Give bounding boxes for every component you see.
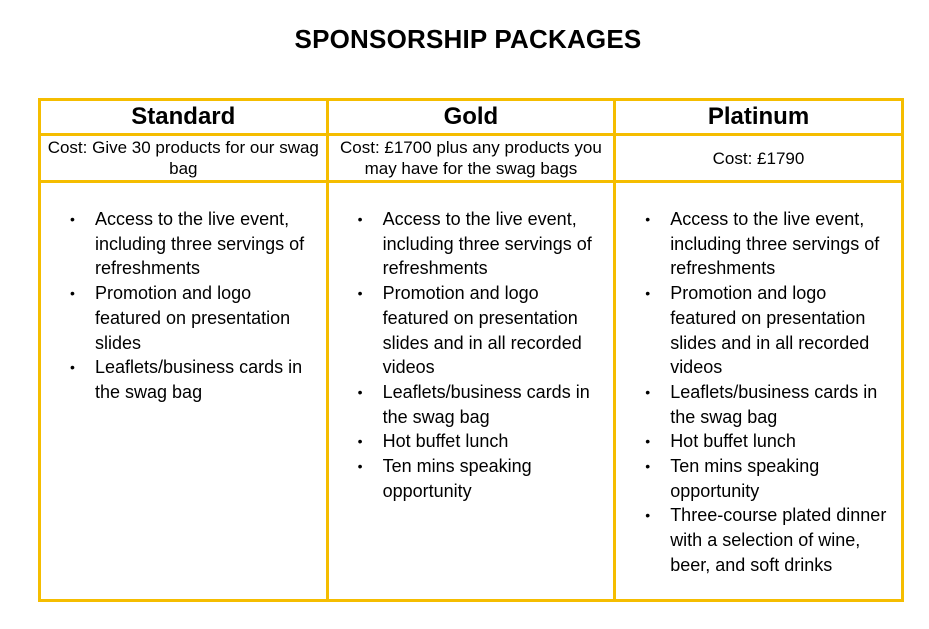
package-features-row xyxy=(40,182,903,601)
list-item: • Access to the live event, including three servings of refreshments xyxy=(41,207,326,281)
list-item: • Hot buffet lunch xyxy=(329,429,614,454)
package-name-row xyxy=(40,100,903,135)
page-title: SPONSORSHIP PACKAGES xyxy=(294,24,642,54)
package-cost-row xyxy=(40,135,903,182)
list-item: • Promotion and logo featured on presentation slides xyxy=(41,281,326,355)
package-features-standard xyxy=(40,182,328,601)
package-name-platinum: Platinum xyxy=(615,100,903,135)
list-item: • Access to the live event, including three servings of refreshments xyxy=(329,207,614,281)
package-cost-gold: Cost: £1700 plus any products you may have for the swag bags xyxy=(327,135,615,182)
list-item: • Three-course plated dinner with a selection of wine, beer, and soft drinks xyxy=(616,503,901,577)
packages-table xyxy=(38,98,904,602)
list-item: • Leaflets/business cards in the swag bag xyxy=(41,355,326,404)
package-name-gold: Gold xyxy=(327,100,615,135)
feature-list-gold xyxy=(329,207,614,503)
list-item: • Promotion and logo featured on presentation slides and in all recorded videos xyxy=(329,281,614,380)
feature-list-platinum xyxy=(616,207,901,578)
package-name-standard: Standard xyxy=(40,100,328,135)
list-item: • Hot buffet lunch xyxy=(616,429,901,454)
list-item: • Access to the live event, including three servings of refreshments xyxy=(616,207,901,281)
list-item: • Leaflets/business cards in the swag bag xyxy=(329,380,614,429)
package-cost-platinum: Cost: £1790 xyxy=(615,135,903,182)
list-item: • Promotion and logo featured on presentation slides and in all recorded videos xyxy=(616,281,901,380)
list-item: • Ten mins speaking opportunity xyxy=(329,454,614,503)
feature-list-standard xyxy=(41,207,326,405)
package-features-platinum xyxy=(615,182,903,601)
package-features-gold xyxy=(327,182,615,601)
list-item: • Ten mins speaking opportunity xyxy=(616,454,901,503)
list-item: • Leaflets/business cards in the swag bag xyxy=(616,380,901,429)
package-cost-standard: Cost: Give 30 products for our swag bag xyxy=(40,135,328,182)
